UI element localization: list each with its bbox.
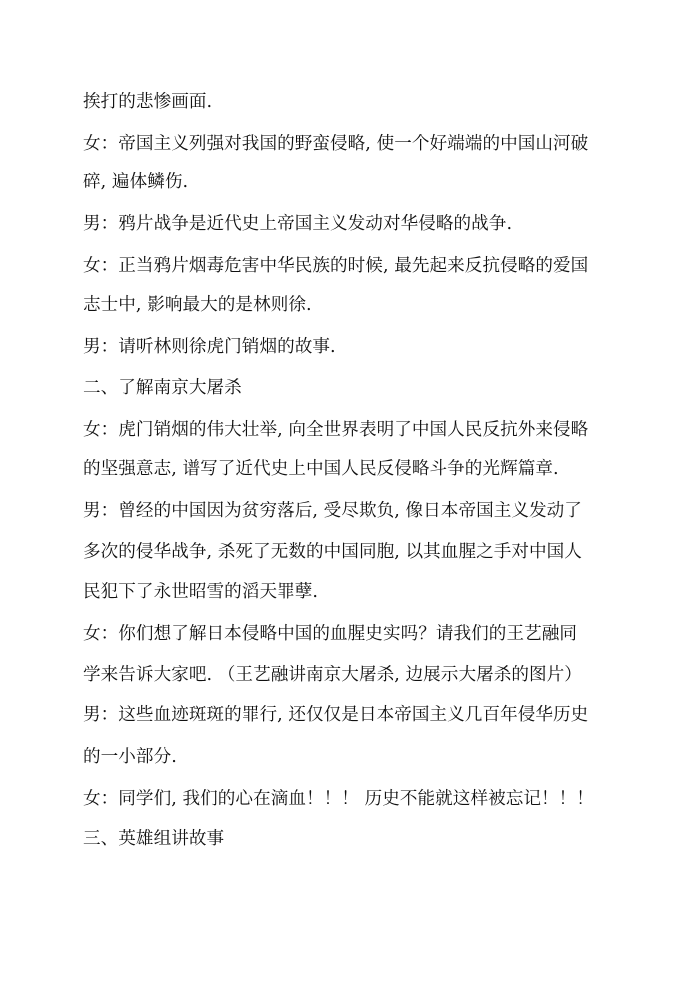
text-line: 女：正当鸦片烟毒危害中华民族的时候, 最先起来反抗侵略的爱国 <box>83 256 589 276</box>
text-line: 男：请听林则徐虎门销烟的故事. <box>83 337 336 357</box>
text-line: 多次的侵华战争, 杀死了无数的中国同胞, 以其血腥之手对中国人 <box>83 542 582 562</box>
text-line: 女：虎门销烟的伟大壮举, 向全世界表明了中国人民反抗外来侵略 <box>83 420 589 440</box>
text-line: 碎, 遍体鳞伤. <box>83 172 189 192</box>
text-line: 民犯下了永世昭雪的滔天罪孽. <box>83 582 319 602</box>
text-line: 学来告诉大家吧. （王艺融讲南京大屠杀, 边展示大屠杀的图片） <box>83 665 582 685</box>
text-line: 女：帝国主义列强对我国的野蛮侵略, 使一个好端端的中国山河破 <box>83 134 589 154</box>
text-line: 女：同学们, 我们的心在滴血！！！ 历史不能就这样被忘记！！！ <box>83 789 594 809</box>
text-line: 女：你们想了解日本侵略中国的血腥史实吗？请我们的王艺融同 <box>83 624 578 644</box>
text-line: 男：鸦片战争是近代史上帝国主义发动对华侵略的战争. <box>83 214 513 234</box>
text-line: 志士中, 影响最大的是林则徐. <box>83 295 312 315</box>
text-line: 男：这些血迹斑斑的罪行, 还仅仅是日本帝国主义几百年侵华历史 <box>83 705 589 725</box>
section-heading: 三、英雄组讲故事 <box>83 829 225 849</box>
text-line: 男：曾经的中国因为贫穷落后, 受尽欺负, 像日本帝国主义发动了 <box>83 501 582 521</box>
text-line: 的坚强意志, 谱写了近代史上中国人民反侵略斗争的光辉篇章. <box>83 459 559 479</box>
text-line: 的一小部分. <box>83 747 177 767</box>
text-line: 挨打的悲惨画面. <box>83 92 213 112</box>
section-heading: 二、了解南京大屠杀 <box>83 378 242 398</box>
